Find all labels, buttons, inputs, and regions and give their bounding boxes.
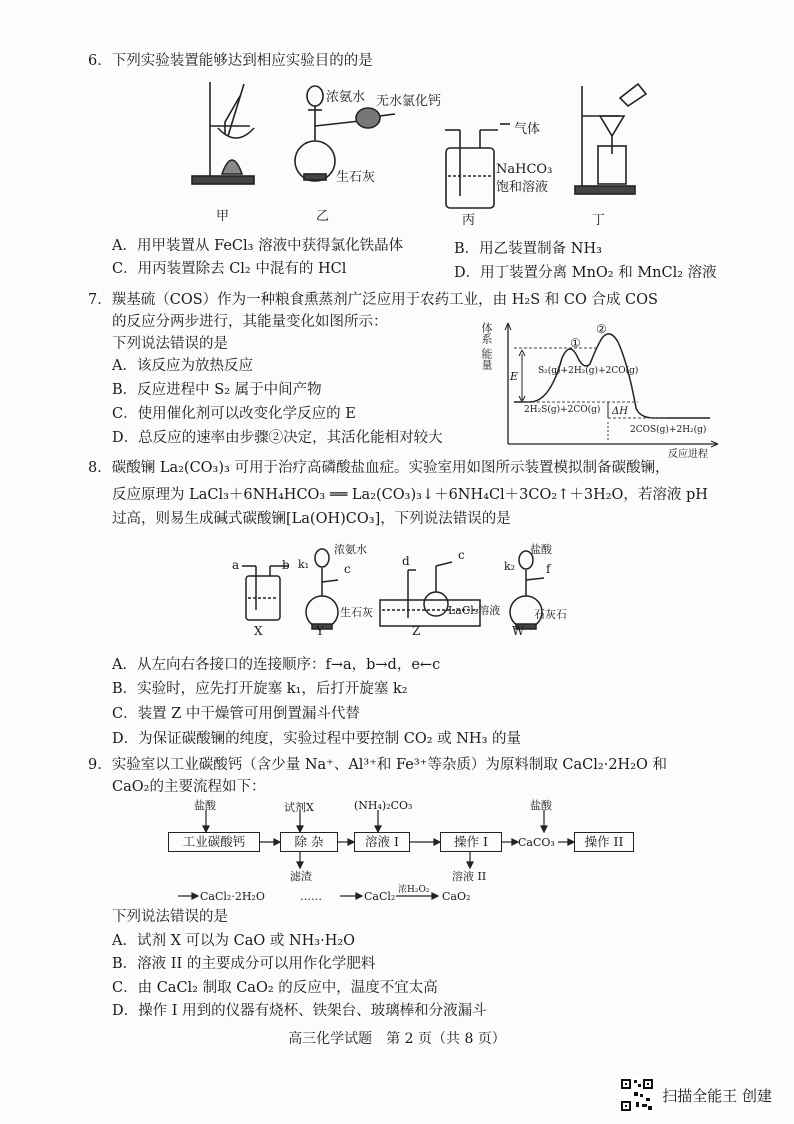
flow-box-solution-1: 溶液 I [354, 832, 410, 852]
flow-cacl2-2h2o: CaCl₂·2H₂O [200, 890, 265, 903]
flow-nh4co3: (NH₄)₂CO₃ [354, 799, 413, 812]
q8-option-d: D．为保证碳酸镧的纯度，实验过程中要控制 CO₂ 或 NH₃ 的量 [112, 731, 521, 747]
apparatus-ding [575, 84, 646, 194]
q9-option-a: A．试剂 X 可以为 CaO 或 NH₃·H₂O [112, 933, 356, 949]
label-saturated: 饱和溶液 [496, 180, 549, 195]
flow-hcl-2: 盐酸 [530, 799, 552, 812]
scanner-watermark [620, 1078, 772, 1112]
q9-option-d: D．操作 I 用到的仪器有烧杯、铁架台、玻璃棒和分液漏斗 [112, 1003, 487, 1019]
x-axis-label: 反应进程 [668, 449, 708, 460]
port-c1: c [344, 562, 351, 576]
port-f: f [546, 562, 551, 576]
q6-option-a: A．用甲装置从 FeCl₃ 溶液中获得氯化铁晶体 [112, 238, 404, 254]
qr-code-icon [620, 1078, 654, 1112]
flow-box-operation-1: 操作 I [440, 832, 502, 852]
flow-cao2: CaO₂ [442, 890, 471, 903]
valve-k2: k₂ [504, 560, 516, 573]
label-ding: 丁 [592, 213, 606, 228]
label-lime-1: 生石灰 [336, 170, 376, 185]
y-axis-char-2: 能量 [480, 348, 493, 370]
q7-line1: 7．羰基硫（COS）作为一种粮食熏蒸剂广泛应用于农药工业，由 H₂S 和 CO 合成 COS [88, 292, 658, 308]
peak-2-label: ② [596, 322, 607, 336]
reactant-state-label: 2H₂S(g)+2CO(g) [524, 405, 601, 415]
q9-option-b: B．溶液 II 的主要成分可以用作化学肥料 [112, 956, 376, 972]
q8-line2: 反应原理为 LaCl₃＋6NH₄HCO₃ ══ La₂(CO₃)₃↓＋6NH₄Cl＋3CO₂↑＋3H₂O，若溶液 pH [112, 487, 708, 503]
intermediate-state-label: S₂(g)+2H₂(g)+2CO(g) [538, 366, 639, 376]
port-d: d [402, 554, 410, 568]
q7-line2: 的反应分两步进行，其能量变化如图所示： [112, 314, 388, 330]
label-cacl2: 无水氯化钙 [376, 94, 442, 109]
flow-reagent-x: 试剂X [284, 801, 314, 814]
flow-box-operation-2: 操作 II [574, 832, 634, 852]
q7-option-d: D．总反应的速率由步骤②决定，其活化能相对较大 [112, 430, 443, 446]
q6-apparatus-figure [180, 76, 740, 226]
watermark-text: 扫描全能王 创建 [662, 1086, 772, 1105]
energy-e-label: E [510, 370, 519, 383]
label-hcl: 盐酸 [530, 543, 552, 556]
q7-option-b: B．反应进程中 S₂ 属于中间产物 [112, 382, 322, 398]
label-bing: 丙 [462, 213, 476, 228]
peak-1-label: ① [570, 336, 581, 350]
q9-line3: 下列说法错误的是 [112, 909, 228, 925]
label-gas: 气体 [514, 122, 541, 137]
q7-option-c: C．使用催化剂可以改变化学反应的 E [112, 406, 356, 422]
q8-option-a: A．从左向右各接口的连接顺序：f→a，b→d，e←c [112, 657, 441, 673]
label-nahco3: NaHCO₃ [496, 162, 553, 177]
flow-dots: …… [300, 890, 322, 903]
label-limestone: 石灰石 [534, 608, 567, 621]
port-a: a [232, 558, 240, 572]
q9-line1: 9．实验室以工业碳酸钙（含少量 Na⁺、Al³⁺和 Fe³⁺等杂质）为原料制取 CaCl₂·2H₂O 和 [88, 757, 667, 773]
label-y: Y [316, 624, 324, 638]
q6-option-c: C．用丙装置除去 Cl₂ 中混有的 HCl [112, 261, 347, 277]
label-z: Z [412, 624, 421, 638]
q9-option-c: C．由 CaCl₂ 制取 CaO₂ 的反应中，温度不宜太高 [112, 980, 438, 996]
q6-option-d: D．用丁装置分离 MnO₂ 和 MnCl₂ 溶液 [454, 265, 717, 281]
label-conc-ammonia-1: 浓氨水 [326, 90, 366, 105]
flow-box-purify: 除 杂 [280, 832, 338, 852]
q7-option-a: A．该反应为放热反应 [112, 358, 253, 374]
flow-box-industrial-caco3: 工业碳酸钙 [168, 832, 260, 852]
q6-option-b: B．用乙装置制备 NH₃ [454, 241, 602, 257]
label-lacl3: LaCl₃溶液 [448, 604, 501, 617]
flow-conc-h2o2: 浓H₂O₂ [398, 885, 430, 895]
flow-solution-2: 溶液 II [452, 870, 487, 883]
flow-hcl-1: 盐酸 [194, 799, 216, 812]
q7-energy-diagram [478, 318, 728, 458]
delta-h-label: ΔH [612, 406, 628, 417]
q8-line3: 过高，则易生成碱式碳酸镧[La(OH)CO₃]，下列说法错误的是 [112, 511, 511, 527]
flow-cacl2: CaCl₂ [364, 890, 396, 903]
product-state-label: 2COS(g)+2H₂(g) [630, 425, 707, 435]
q8-line1: 8．碳酸镧 La₂(CO₃)₃ 可用于治疗高磷酸盐血症。实验室用如图所示装置模拟制备碳酸镧， [88, 460, 670, 476]
label-yi: 乙 [316, 209, 330, 224]
label-conc-ammonia-2: 浓氨水 [334, 543, 367, 556]
label-jia: 甲 [216, 209, 230, 224]
label-lime-2: 生石灰 [340, 606, 373, 619]
label-x: X [254, 624, 263, 638]
page-footer: 高三化学试题 第 2 页（共 8 页） [288, 1031, 506, 1047]
port-c2: c [458, 548, 465, 562]
q8-option-b: B．实验时，应先打开旋塞 k₁，后打开旋塞 k₂ [112, 681, 408, 697]
port-b: b [282, 558, 290, 572]
valve-k1: k₁ [298, 558, 310, 571]
q6-stem: 6．下列实验装置能够达到相应实验目的的是 [88, 53, 373, 69]
flow-caco3: CaCO₃ [518, 836, 555, 849]
label-w: W [512, 624, 525, 638]
q9-line2: CaO₂的主要流程如下： [112, 779, 266, 795]
q8-option-c: C．装置 Z 中干燥管可用倒置漏斗代替 [112, 706, 360, 722]
y-axis-char-1: 体系 [480, 322, 493, 344]
flow-residue: 滤渣 [290, 870, 312, 883]
apparatus-jia [192, 82, 254, 184]
q7-line3: 下列说法错误的是 [112, 336, 228, 352]
